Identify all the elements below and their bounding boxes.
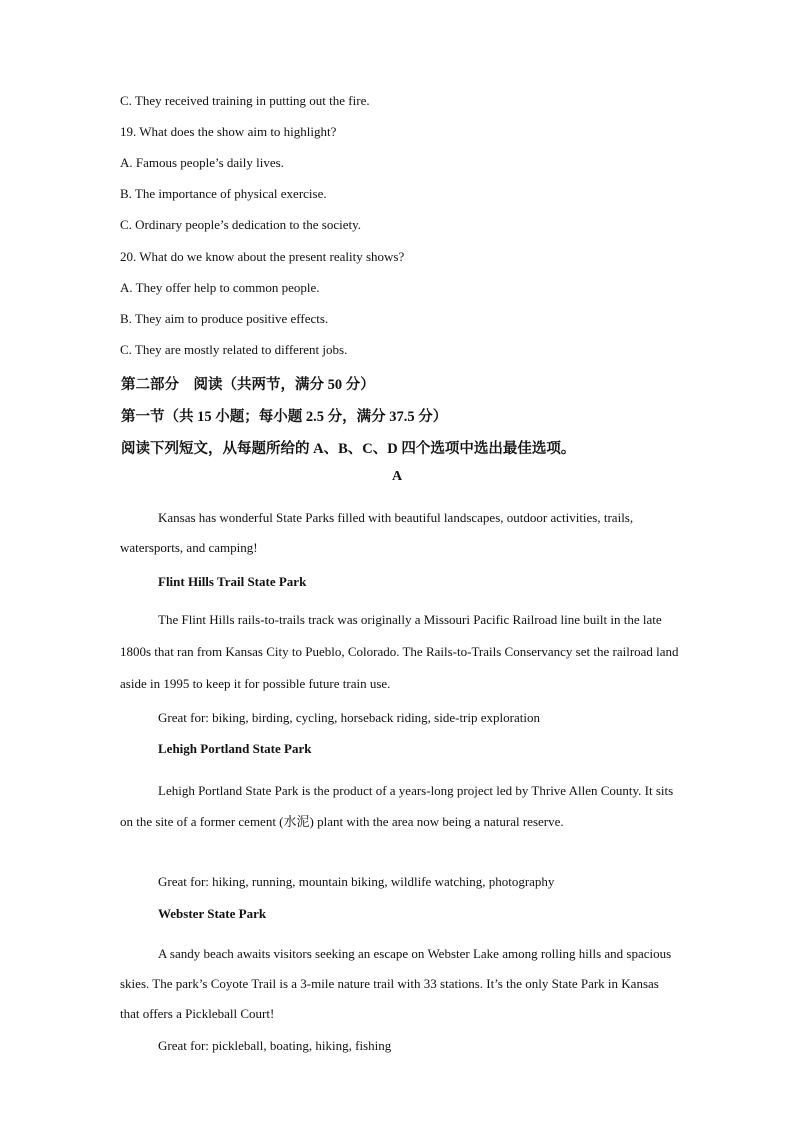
q20-option-b: B. They aim to produce positive effects. (120, 311, 329, 326)
q20-question: 20. What do we know about the present reality shows? (120, 249, 405, 264)
q19-question: 19. What does the show aim to highlight? (120, 124, 337, 139)
part-title: 第二部分 阅读（共两节，满分 50 分） (121, 377, 375, 393)
park-great-for: Great for: pickleball, boating, hiking, fishing (158, 1038, 392, 1053)
q19-option-a: A. Famous people’s daily lives. (120, 155, 284, 170)
q20-option-c: C. They are mostly related to different jobs. (120, 342, 348, 357)
q18-option-c: C. They received training in putting out the fire. (120, 93, 370, 108)
park-description: The Flint Hills rails-to-trails track was originally a Missouri Pacific Railroad line built in the late 1800s that ran from Kansas City to Pueblo, Colorado. The Rails-to-Trails Conservancy set the railroad land aside in 1995 to keep it for possible future train use. (120, 612, 679, 691)
park-description: A sandy beach awaits visitors seeking an escape on Webster Lake among rolling hills and spacious skies. The park’s Coyote Trail is a 3-mile nature trail with 33 stations. It’s the only State Park in Kansas that offers a Pickleball Court! (120, 946, 672, 1021)
park-name: Flint Hills Trail State Park (158, 574, 307, 589)
park-name: Lehigh Portland State Park (158, 741, 312, 756)
park-description: Lehigh Portland State Park is the product of a years-long project led by Thrive Allen County. It sits on the site of a former cement (水泥) plant with the area now being a natural reserve. (120, 783, 674, 829)
passage-label: A (391, 469, 403, 484)
section-title: 第一节（共 15 小题；每小题 2.5 分，满分 37.5 分） (121, 409, 448, 425)
q20-option-a: A. They offer help to common people. (120, 280, 320, 295)
instruction: 阅读下列短文，从每题所给的 A、B、C、D 四个选项中选出最佳选项。 (121, 441, 576, 457)
q19-option-c: C. Ordinary people’s dedication to the society. (120, 217, 362, 232)
park-great-for: Great for: biking, birding, cycling, horseback riding, side-trip exploration (158, 710, 540, 725)
park-great-for: Great for: hiking, running, mountain biking, wildlife watching, photography (158, 874, 555, 889)
park-name: Webster State Park (158, 906, 267, 921)
q19-option-b: B. The importance of physical exercise. (120, 186, 327, 201)
passage-intro: Kansas has wonderful State Parks filled with beautiful landscapes, outdoor activities, trails, watersports, and camping! (120, 510, 634, 555)
